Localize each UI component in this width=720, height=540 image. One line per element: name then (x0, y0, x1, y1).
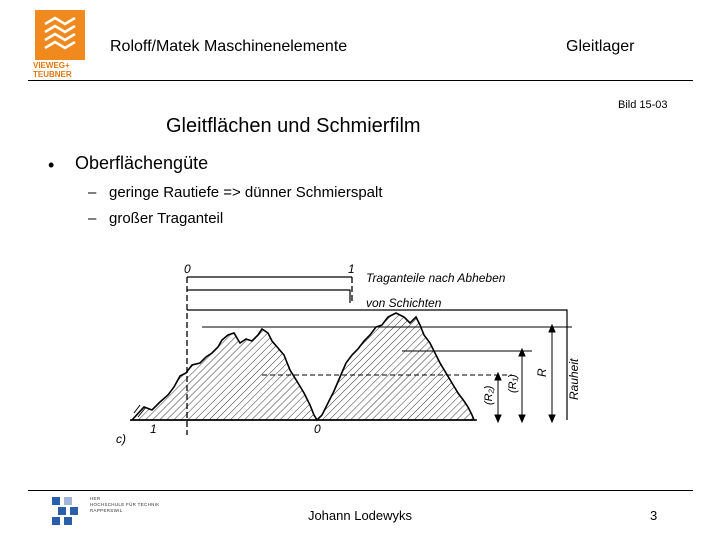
label-0-bottom: 0 (314, 422, 321, 436)
institution-line1: HER (90, 496, 101, 501)
bullet-symbol: • (48, 155, 55, 175)
label-r2: (R₂) (483, 385, 495, 405)
subitem-text: geringe Rautiefe => dünner Schmierspalt (109, 184, 383, 201)
surface-roughness-diagram (112, 255, 592, 460)
figure-reference: Bild 15-03 (618, 99, 668, 111)
publisher-logo (35, 10, 85, 60)
institution-line3: RAPPERSWIL (90, 508, 123, 513)
header-divider (28, 80, 693, 81)
subitem-dash: – (88, 184, 97, 201)
institution-line2: HOCHSCHULE FÜR TECHNIK (90, 502, 160, 507)
label-r: R (535, 368, 549, 377)
publisher-logo-line2: TEUBNER (33, 70, 72, 79)
header-chapter-title: Gleitlager (566, 38, 635, 55)
publisher-logo-line1: VIEWEG+ (33, 61, 70, 70)
traganteil-line-mid (187, 290, 350, 303)
publisher-logo-text (33, 61, 89, 79)
label-traganteile: Traganteile nach Abheben (366, 271, 506, 285)
label-rauheit: Rauheit (567, 358, 581, 400)
label-1-bottom: 1 (150, 422, 157, 436)
page-number: 3 (650, 508, 658, 523)
header-book-title: Roloff/Matek Maschinenelemente (110, 38, 348, 55)
label-c: c) (116, 432, 126, 446)
subitem-text: großer Traganteil (109, 210, 224, 227)
label-r1: (R₁) (507, 374, 519, 393)
footer-divider (28, 490, 693, 491)
label-1-top: 1 (348, 262, 355, 276)
label-schichten: von Schichten (366, 296, 442, 310)
slide-title: Gleitflächen und Schmierfilm (166, 115, 421, 137)
label-0-top: 0 (184, 262, 191, 276)
publisher-logo-icon (35, 10, 85, 60)
bullet-text: Oberflächengüte (75, 153, 209, 173)
subitem-dash: – (88, 210, 97, 227)
roughness-profile (132, 313, 474, 420)
footer-author: Johann Lodewyks (307, 508, 413, 523)
